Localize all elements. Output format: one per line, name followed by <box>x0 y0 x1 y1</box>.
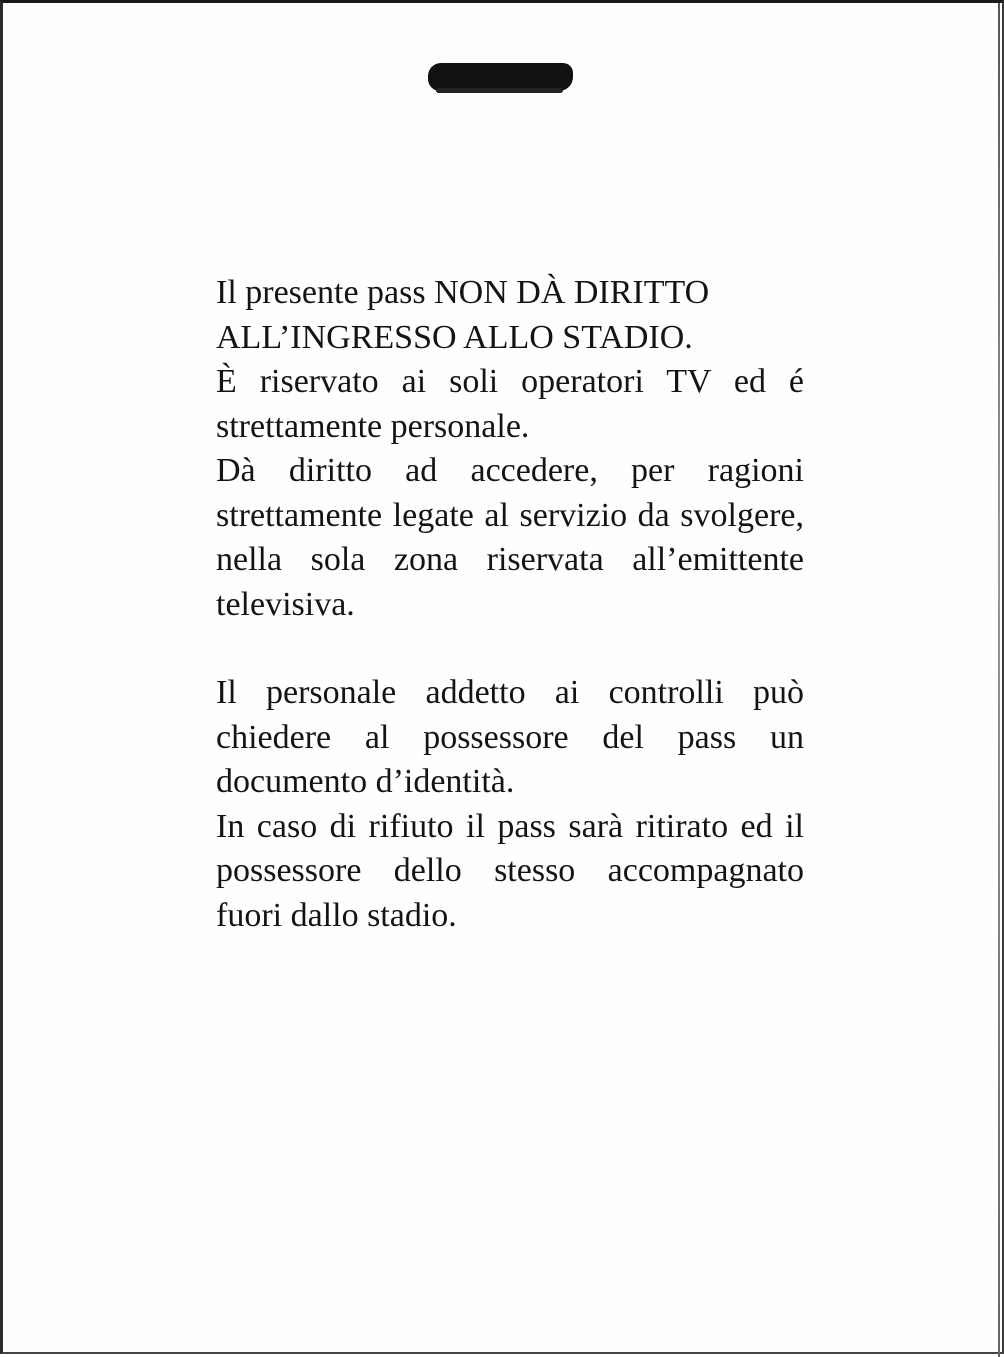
access-warning-line-2: ALL’INGRESSO ALLO STADIO. <box>216 318 693 356</box>
refusal-notice: In caso di rifiuto il pass sarà ritirato ed il possessore dello stesso accompagnato fuori dallo stadio. <box>216 807 804 934</box>
paragraph-gap <box>216 627 804 671</box>
pass-text-block <box>216 271 804 938</box>
access-warning <box>216 271 804 360</box>
access-warning-line-1: Il presente pass NON DÀ DIRITTO <box>216 274 710 311</box>
access-rights: Dà diritto ad accedere, per ragioni strettamente legate al servizio da svolgere, nella sola zona riservata all’emittente televisiva. <box>216 452 804 623</box>
card-edge <box>998 3 1000 1357</box>
lanyard-slot <box>428 63 573 91</box>
reserved-notice: È riservato ai soli operatori TV ed é strettamente personale. <box>216 363 804 445</box>
id-check-notice: Il personale addetto ai controlli può chiedere al possessore del pass un documento d’identità. <box>216 674 804 800</box>
